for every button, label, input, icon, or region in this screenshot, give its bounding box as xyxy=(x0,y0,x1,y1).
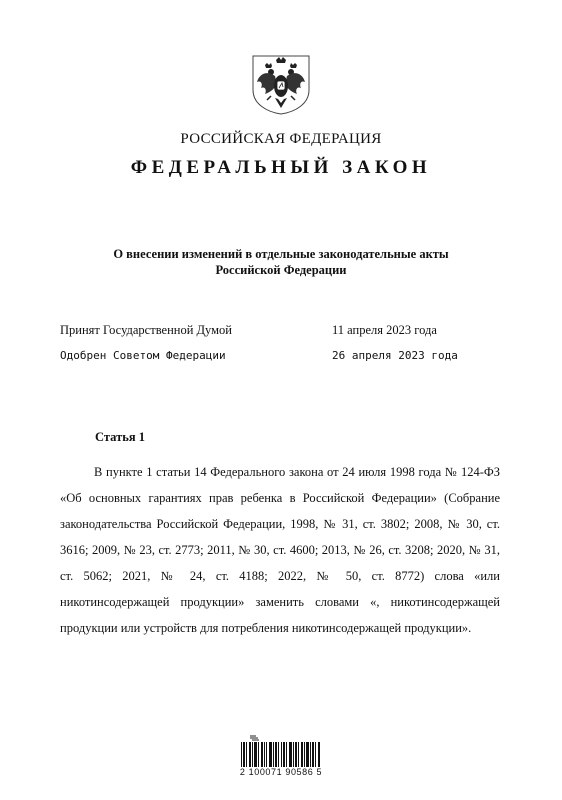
council-approval-label: Одобрен Советом Федерации xyxy=(60,349,226,362)
law-title-line-1: О внесении изменений в отдельные законодательные акты xyxy=(113,247,449,261)
duma-adoption-label: Принят Государственной Думой xyxy=(60,323,232,337)
law-title-line-2: Российской Федерации xyxy=(215,263,347,277)
country-name: РОССИЙСКАЯ ФЕДЕРАЦИЯ xyxy=(180,131,382,147)
barcode-icon xyxy=(240,735,322,767)
council-approval-date: 26 апреля 2023 года xyxy=(332,349,458,362)
article-heading: Статья 1 xyxy=(95,430,145,444)
duma-adoption-date: 11 апреля 2023 года xyxy=(332,323,437,337)
coat-of-arms-icon xyxy=(249,52,313,116)
barcode-number: 2 100071 90586 5 xyxy=(239,767,323,777)
document-type: ФЕДЕРАЛЬНЫЙ ЗАКОН xyxy=(130,157,432,178)
law-title xyxy=(60,246,502,278)
article-body: В пункте 1 статьи 14 Федерального закона от 24 июля 1998 года № 124-ФЗ «Об основных гарантиях прав ребенка в Российской Федерации» (Собрание законодательства Российской Федерации, 1998, № 31, ст. 3802; 2008, № 30, ст. 3616; 2009, № 23, ст. 2773; 2011, № 30, ст. 4600; 2013, № 26, ст. 3208; 2020, № 31, ст. 5062; 2021, № 24, ст. 4188; 2022, № 50, ст. 8772) слова «или никотинсодержащей продукции» заменить словами «, никотинсодержащей продукции или устройств для потребления никотинсодержащей продукции». xyxy=(60,465,500,635)
